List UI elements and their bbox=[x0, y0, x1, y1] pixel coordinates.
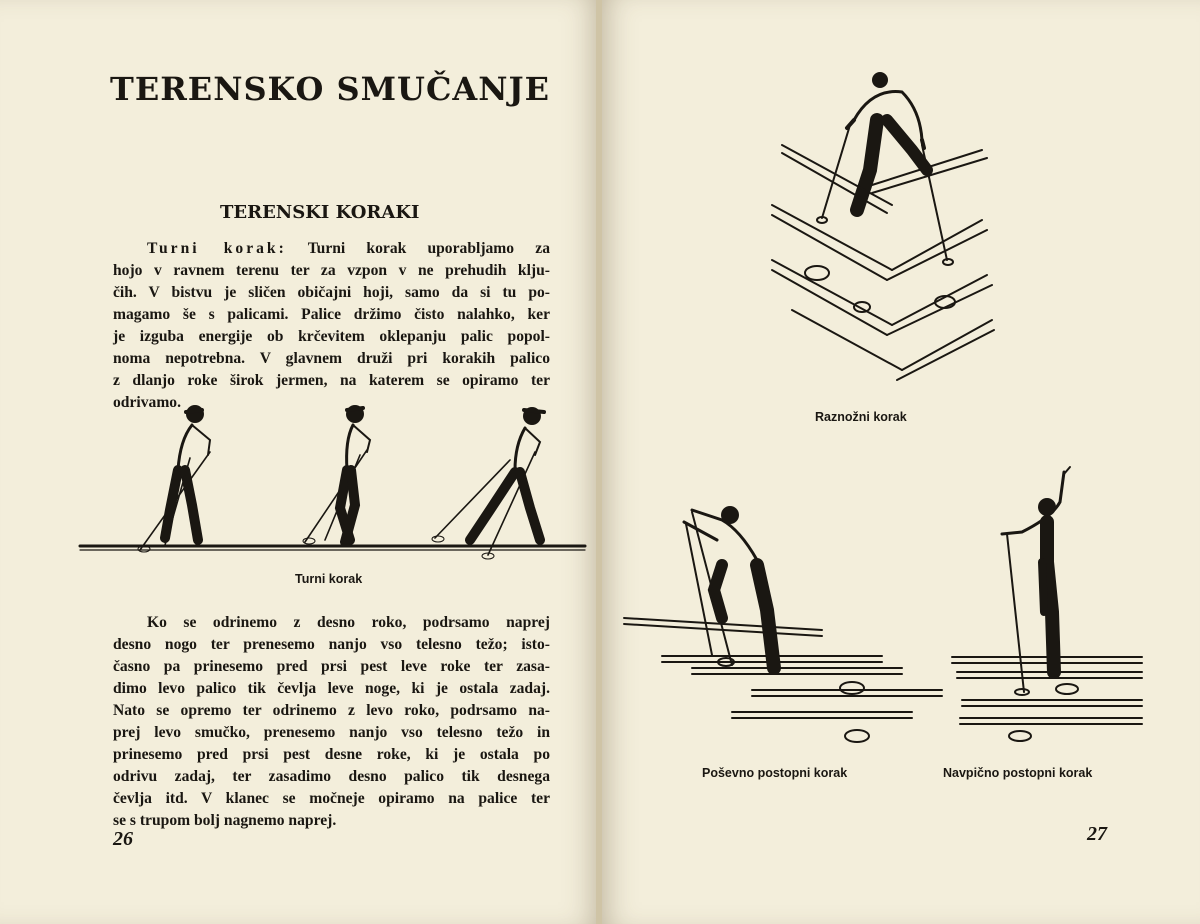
paragraph-line: z dlanjo roke širok jermen, na katerem se opiramo ter bbox=[113, 372, 550, 389]
paragraph-line: magamo še s palicami. Palice držimo čisto nalahko, ker bbox=[113, 306, 550, 323]
skier-figure bbox=[782, 72, 987, 265]
turni-korak-illustration bbox=[75, 400, 590, 570]
raznozni-korak-illustration bbox=[762, 70, 1002, 390]
paragraph-line: odrivamo. bbox=[113, 394, 182, 411]
paragraph-technique bbox=[113, 612, 550, 832]
paragraph-line: hojo v ravnem terenu ter za vzpon v ne prehudih klju- bbox=[113, 262, 550, 279]
skier-figure bbox=[432, 407, 544, 559]
figure-caption-raznozni: Raznožni korak bbox=[815, 410, 907, 424]
page-number-left: 26 bbox=[113, 828, 133, 850]
paragraph-turni-korak bbox=[113, 238, 550, 414]
left-page bbox=[0, 0, 598, 924]
paragraph-line: Ko se odrinemo z desno roko, podrsamo naprej bbox=[147, 614, 550, 631]
paragraph-text: Turni korak uporabljamo za bbox=[307, 240, 550, 257]
paragraph-line: prinesemo pred prsi pest desne roke, ki je ostala po bbox=[113, 746, 550, 763]
figure-caption-posevno: Poševno postopni korak bbox=[702, 766, 848, 780]
skier-figure bbox=[684, 506, 774, 668]
paragraph-line: čih. V bistvu je sličen običajni hoji, samo da si tu po- bbox=[113, 284, 550, 301]
paragraph-line: Nato se opremo ter odrinemo z levo roko, podrsamo na- bbox=[113, 702, 550, 719]
skier-figure bbox=[1002, 467, 1070, 695]
page-number-right: 27 bbox=[1087, 823, 1107, 845]
skier-figure bbox=[303, 405, 370, 544]
paragraph-line: odrivu zadaj, ter zasadimo desno palico tik desnega bbox=[113, 768, 550, 785]
paragraph-line: čevlja itd. V klanec se močneje opiramo na palice ter bbox=[113, 790, 550, 807]
skier-figure bbox=[138, 405, 210, 552]
term-turni-korak: Turni korak: bbox=[147, 240, 287, 257]
paragraph-line: se s trupom bolj nagnemo naprej. bbox=[113, 812, 337, 829]
figure-caption-turni-korak: Turni korak bbox=[295, 572, 363, 586]
figure-caption-navpicno: Navpično postopni korak bbox=[943, 766, 1093, 780]
paragraph-line: je izguba energije ob krčevitem oklepanju palic popol- bbox=[113, 328, 550, 345]
herringbone-skis bbox=[772, 205, 994, 380]
paragraph-line: časno pa prinesemo pred prsi pest leve roke ter zasa- bbox=[113, 658, 550, 675]
page-title: TERENSKO SMUČANJE bbox=[110, 70, 551, 108]
paragraph-line: noma nepotrebna. V glavnem druži pri korakih palico bbox=[113, 350, 550, 367]
paragraph-line: prej levo smučko, prenesemo nanjo vso telesno težo in bbox=[113, 724, 550, 741]
navpicno-postopni-illustration bbox=[952, 462, 1152, 752]
right-page bbox=[602, 0, 1200, 924]
paragraph-line: dimo levo palico tik čevlja leve noge, ki je ostala zadaj. bbox=[113, 680, 550, 697]
paragraph-line bbox=[113, 238, 550, 260]
paragraph-line: desno nogo ter prenesemo nanjo vso telesno težo; isto- bbox=[113, 636, 550, 653]
posevno-postopni-illustration bbox=[622, 490, 952, 760]
section-heading: TERENSKI KORAKI bbox=[220, 202, 420, 223]
